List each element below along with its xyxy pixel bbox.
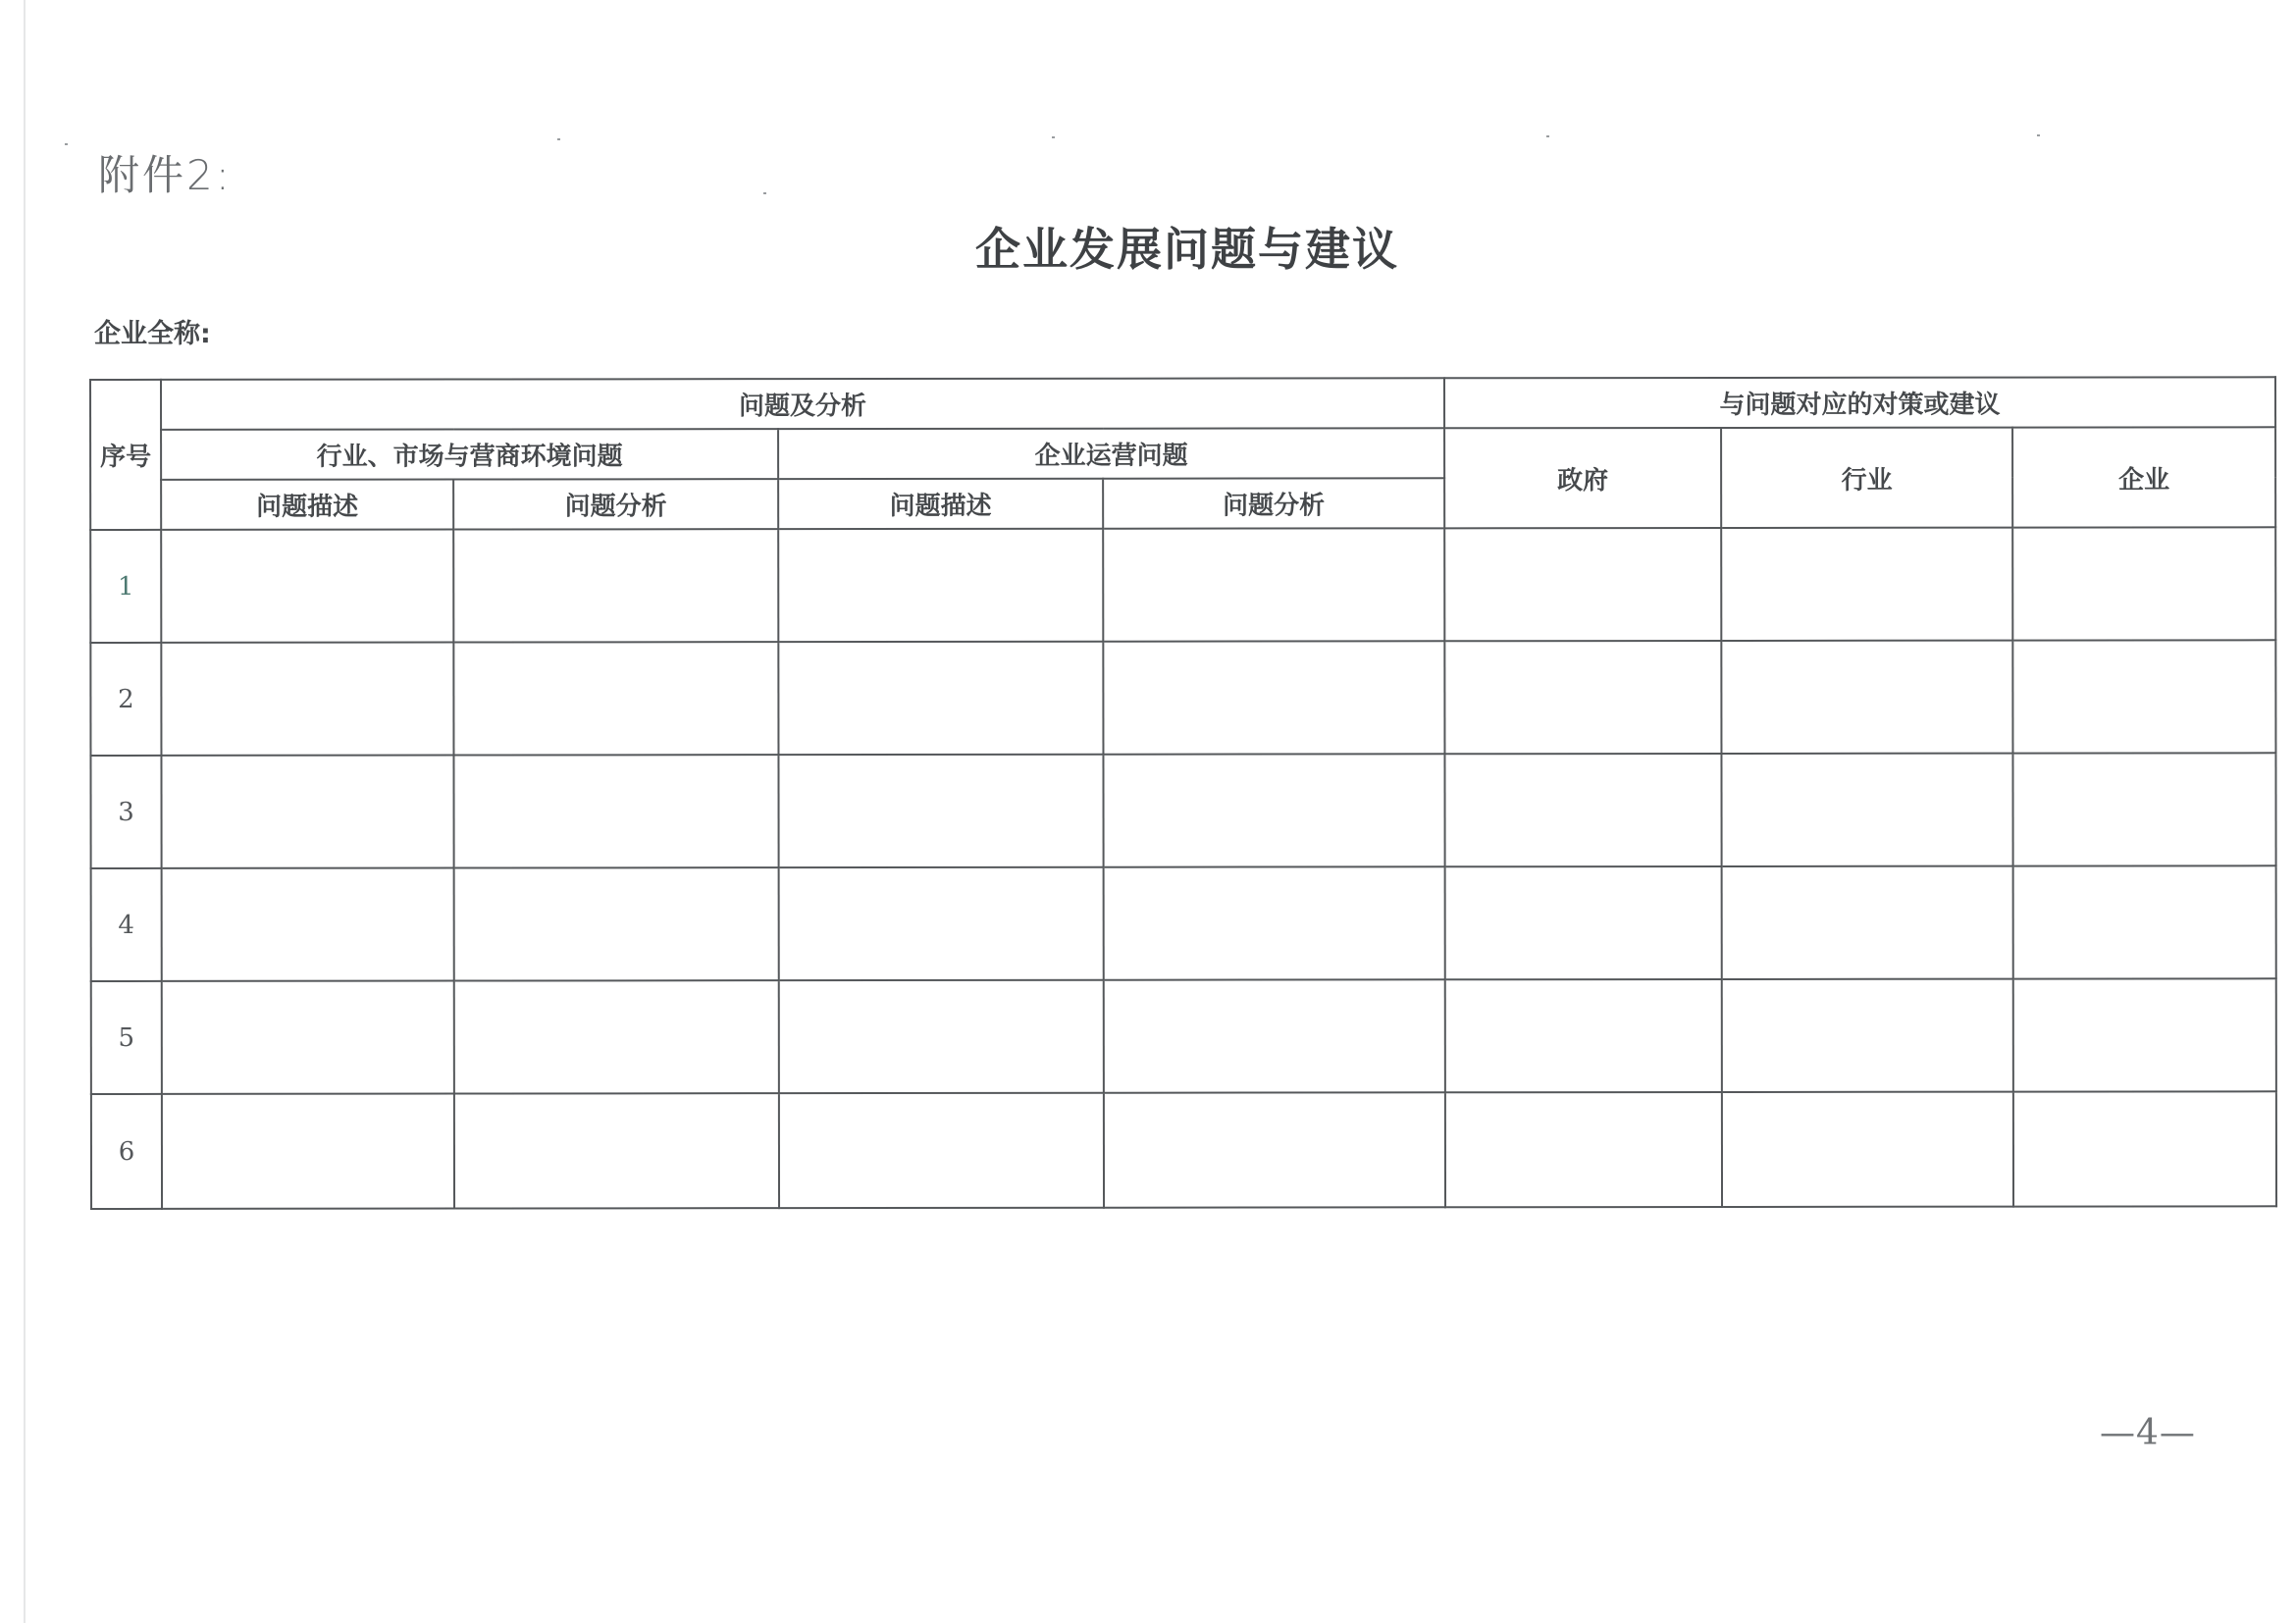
scan-speck <box>2037 134 2040 136</box>
row-number: 2 <box>90 643 161 756</box>
table-row <box>91 1091 2276 1209</box>
table-cell[interactable] <box>1445 979 1722 1092</box>
table-cell[interactable] <box>2012 527 2275 640</box>
description-header-2: 问题描述 <box>778 479 1103 529</box>
problems-group-header: 问题及分析 <box>161 378 1444 430</box>
table-cell[interactable] <box>1104 979 1445 1092</box>
table-cell[interactable] <box>1722 1092 2013 1207</box>
table-cell[interactable] <box>1103 641 1444 754</box>
enterprise-header: 企业 <box>2012 427 2275 527</box>
table-cell[interactable] <box>1104 866 1445 979</box>
row-number: 6 <box>91 1094 162 1209</box>
table-cell[interactable] <box>778 755 1103 867</box>
table-cell[interactable] <box>1103 528 1444 641</box>
row-number: 4 <box>91 868 162 981</box>
suggestions-group-header: 与问题对应的对策或建议 <box>1444 377 2275 428</box>
attachment-label: 附件2: <box>98 151 233 199</box>
table-cell[interactable] <box>162 1094 454 1209</box>
table-cell[interactable] <box>1721 528 2012 641</box>
table-cell[interactable] <box>2013 978 2276 1091</box>
table-cell[interactable] <box>454 980 779 1093</box>
table-cell[interactable] <box>1721 754 2012 866</box>
table-cell[interactable] <box>779 980 1104 1093</box>
table-cell[interactable] <box>1103 754 1444 866</box>
table-cell[interactable] <box>1445 866 1722 979</box>
table-cell[interactable] <box>1444 641 1721 754</box>
table-cell[interactable] <box>778 642 1103 755</box>
table-cell[interactable] <box>1722 866 2013 979</box>
scan-speck <box>1052 136 1055 138</box>
analysis-header-1: 问题分析 <box>453 479 778 529</box>
problems-suggestions-table <box>89 376 2277 1210</box>
table-cell[interactable] <box>453 755 778 867</box>
table-cell[interactable] <box>454 867 779 980</box>
table-row <box>91 978 2276 1094</box>
table-cell[interactable] <box>161 643 453 756</box>
scan-speck <box>65 143 68 145</box>
table-cell[interactable] <box>453 642 778 755</box>
table-cell[interactable] <box>1722 979 2013 1092</box>
scan-speck <box>763 192 766 194</box>
table-cell[interactable] <box>162 981 454 1094</box>
table-cell[interactable] <box>162 868 454 981</box>
analysis-header-2: 问题分析 <box>1103 478 1444 528</box>
row-number: 5 <box>91 981 162 1094</box>
page-number: —4— <box>2100 1413 2196 1453</box>
table-cell[interactable] <box>161 756 453 868</box>
table-cell[interactable] <box>454 1093 779 1208</box>
operation-header: 企业运营问题 <box>778 428 1444 479</box>
scan-speck <box>557 138 560 140</box>
table-cell[interactable] <box>779 867 1104 980</box>
table-cell[interactable] <box>453 529 778 642</box>
description-header-1: 问题描述 <box>161 480 453 530</box>
table-cell[interactable] <box>1444 528 1721 641</box>
table-cell[interactable] <box>1104 1092 1445 1207</box>
table-row <box>90 753 2275 868</box>
table-row <box>91 865 2276 981</box>
table-cell[interactable] <box>779 1093 1104 1208</box>
seq-header: 序号 <box>90 380 161 530</box>
table-cell[interactable] <box>1721 641 2012 754</box>
table-cell[interactable] <box>161 530 453 643</box>
table-cell[interactable] <box>1445 1092 1722 1207</box>
table-cell[interactable] <box>1444 754 1721 866</box>
scan-speck <box>1546 135 1549 137</box>
row-number: 1 <box>90 530 161 643</box>
industry-header: 行业 <box>1721 428 2012 528</box>
industry-market-header: 行业、市场与营商环境问题 <box>161 429 778 480</box>
table-row <box>90 640 2275 756</box>
row-number: 3 <box>90 756 161 868</box>
table-cell[interactable] <box>2012 753 2275 865</box>
government-header: 政府 <box>1444 428 1721 528</box>
table-row <box>90 527 2275 643</box>
table-cell[interactable] <box>2013 865 2276 978</box>
document-title: 企业发展问题与建议 <box>975 223 1399 276</box>
table-cell[interactable] <box>2013 1091 2276 1206</box>
table-cell[interactable] <box>778 529 1103 642</box>
table-cell[interactable] <box>2012 640 2275 753</box>
company-name-label: 企业全称: <box>94 319 211 349</box>
